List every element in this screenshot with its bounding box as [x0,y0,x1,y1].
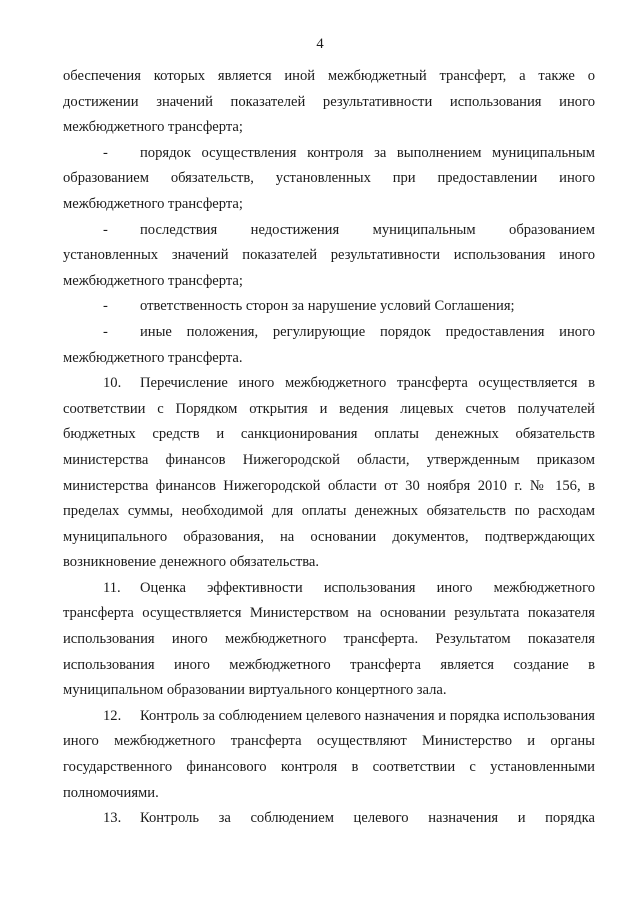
list-item-first-line: ответственность сторон за нарушение условий Соглашения; [140,298,515,315]
paragraph-number: 11. [103,579,121,596]
list-dash: - [103,298,108,315]
paragraph-11 [63,576,595,704]
paragraph-13 [63,806,595,832]
paragraph-text: Контроль за соблюдением целевого назначения и порядка использования иного межбюджетного трансферта осуществляют Министерство и органы государственного финансового контроля в соответствии с установленными полномочиями. [63,707,595,801]
paragraph-number: 13. [103,810,122,827]
list-item-first-line: порядок осуществления контроля за выполнением муниципальным [140,144,595,161]
list-dash: - [103,323,108,340]
list-item-rest: образованием обязательств, установленных при предоставлении иного межбюджетного трансферта; [63,170,595,212]
paragraph-text: Контроль за соблюдением целевого назначения и порядка [140,810,595,827]
list-item [63,320,595,371]
list-item-rest: установленных значений показателей результативности использования иного межбюджетного трансферта; [63,247,595,289]
paragraph-12 [63,704,595,806]
list-item-rest: межбюджетного трансферта. [63,349,243,366]
list-item [63,141,595,218]
list-dash: - [103,144,108,161]
paragraph-continuation: обеспечения которых является иной межбюджетный трансферт, а также о достижении значений показателей результативности использования иного межбюджетного трансферта; [63,68,595,136]
list-item [63,294,595,320]
page-number: 4 [316,36,324,52]
paragraph-number: 10. [103,375,122,392]
list-dash: - [103,221,108,238]
paragraph-text: Оценка эффективности использования иного межбюджетного трансферта осуществляется Министерством на основании результата показателя использования иного межбюджетного трансферта. Результатом показателя использования иного межбюджетного трансферта является создание в муниципальном образовании виртуального концертного зала. [63,579,595,699]
document-body [63,64,595,832]
list-item-first-line: иные положения, регулирующие порядок предоставления иного [140,323,595,340]
paragraph-text: Перечисление иного межбюджетного трансферта осуществляется в соответствии с Порядком открытия и ведения лицевых счетов получателей бюджетных средств и санкционирования оплаты денежных обязательств министерства финансов Нижегородской области, утвержденным приказом министерства финансов Нижегородской области от 30 ноября 2010 г. № 156, в пределах суммы, необходимой для оплаты денежных обязательств по расходам муниципального образования, на основании документов, подтверждающих возникновение денежного обязательства. [63,375,595,571]
paragraph-number: 12. [103,707,122,724]
list-item [63,218,595,295]
paragraph-10 [63,371,595,576]
list-item-first-line: последствия недостижения муниципальным образованием [140,221,595,238]
